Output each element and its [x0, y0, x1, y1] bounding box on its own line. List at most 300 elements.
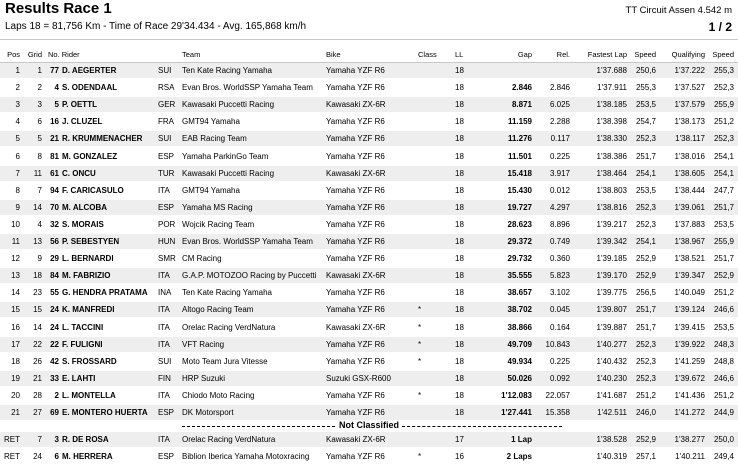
grid-cell: 15 [33, 305, 42, 314]
gap-cell: 38.657 [507, 288, 532, 297]
col-bike: Bike [326, 50, 341, 59]
qual-speed-cell: 248,8 [713, 357, 734, 366]
team-cell: HRP Suzuki [182, 374, 225, 383]
pos-cell: 3 [15, 100, 20, 109]
nation-cell: SUI [158, 134, 172, 143]
team-cell: EAB Racing Team [182, 134, 247, 143]
rider-cell: S. MORAIS [62, 220, 104, 229]
speed-cell: 252,3 [635, 340, 656, 349]
gap-cell: 38.866 [507, 323, 532, 332]
nation-cell: POR [158, 220, 176, 229]
gap-cell: 49.709 [507, 340, 532, 349]
team-cell: Orelac Racing VerdNatura [182, 323, 276, 332]
class-cell: * [418, 323, 422, 332]
number-cell: 77 [50, 66, 59, 75]
bike-cell: Kawasaki ZX-6R [326, 323, 386, 332]
laps-cell: 17 [455, 435, 464, 444]
grid-cell: 8 [37, 152, 42, 161]
rel-cell: 0.225 [549, 357, 570, 366]
bike-cell: Yamaha YZF R6 [326, 83, 385, 92]
qual-speed-cell: 252,9 [713, 271, 734, 280]
bike-cell: Yamaha YZF R6 [326, 117, 385, 126]
grid-cell: 5 [37, 134, 42, 143]
pos-cell: 13 [11, 271, 20, 280]
rel-cell: 8.896 [549, 220, 570, 229]
bike-cell: Kawasaki ZX-6R [326, 100, 386, 109]
fastest-lap-cell: 1'38.398 [596, 117, 627, 126]
number-cell: 32 [50, 220, 59, 229]
pos-cell: 5 [15, 134, 20, 143]
number-cell: 24 [50, 305, 59, 314]
laps-cell: 18 [455, 271, 464, 280]
team-cell: VFT Racing [182, 340, 225, 349]
nation-cell: FIN [158, 374, 171, 383]
pos-cell: 11 [11, 237, 20, 246]
grid-cell: 27 [33, 408, 42, 417]
speed-cell: 253,5 [635, 186, 656, 195]
number-cell: 2 [54, 391, 59, 400]
speed-cell: 251,2 [635, 391, 656, 400]
col-class: Class [418, 50, 437, 59]
bike-cell: Kawasaki ZX-6R [326, 271, 386, 280]
team-cell: CM Racing [182, 254, 222, 263]
fastest-lap-cell: 1'38.330 [596, 134, 627, 143]
gap-cell: 50.026 [507, 374, 532, 383]
gap-cell: 11.501 [507, 152, 532, 161]
fastest-lap-cell: 1'39.185 [596, 254, 627, 263]
rel-cell: 0.164 [549, 323, 570, 332]
table-row [0, 251, 738, 266]
rider-cell: J. CLUZEL [62, 117, 103, 126]
rel-cell: 0.225 [549, 152, 570, 161]
not-classified-divider [0, 420, 738, 432]
fastest-lap-cell: 1'40.277 [596, 340, 627, 349]
class-cell: * [418, 340, 422, 349]
qualifying-cell: 1'41.436 [674, 391, 705, 400]
rider-cell: S. FROSSARD [62, 357, 117, 366]
gap-cell: 19.727 [507, 203, 532, 212]
race-summary: Laps 18 = 81,756 Km - Time of Race 29'34.434 - Avg. 165,868 km/h [5, 21, 307, 32]
rider-cell: E. MONTERO HUERTA [62, 408, 148, 417]
bike-cell: Yamaha YZF R6 [326, 305, 385, 314]
rider-cell: K. MANFREDI [62, 305, 115, 314]
fastest-lap-cell: 1'39.807 [596, 305, 627, 314]
qualifying-cell: 1'39.061 [674, 203, 705, 212]
nation-cell: SUI [158, 66, 172, 75]
nc-dash-right [402, 426, 562, 427]
team-cell: Ten Kate Racing Yamaha [182, 288, 272, 297]
qual-speed-cell: 255,3 [713, 66, 734, 75]
number-cell: 61 [50, 169, 59, 178]
laps-cell: 18 [455, 254, 464, 263]
number-cell: 94 [50, 186, 59, 195]
rel-cell: 0.012 [549, 186, 570, 195]
qualifying-cell: 1'40.211 [675, 452, 705, 461]
rider-cell: F. CARICASULO [62, 186, 124, 195]
grid-cell: 7 [37, 435, 42, 444]
table-row [0, 149, 738, 164]
gap-cell: 11.159 [507, 117, 532, 126]
laps-cell: 16 [455, 452, 464, 461]
not-classified-label: Not Classified [338, 420, 399, 430]
speed-cell: 252,9 [635, 271, 656, 280]
qualifying-cell: 1'38.444 [674, 186, 705, 195]
pos-cell: 12 [11, 254, 20, 263]
rel-cell: 0.360 [549, 254, 570, 263]
table-row [0, 131, 738, 146]
nation-cell: SMR [158, 254, 176, 263]
table-row [0, 166, 738, 181]
qualifying-cell: 1'39.124 [674, 305, 705, 314]
laps-cell: 18 [455, 323, 464, 332]
class-cell: * [418, 305, 422, 314]
bike-cell: Yamaha YZF R6 [326, 152, 385, 161]
table-row [0, 183, 738, 198]
pos-cell: 6 [15, 152, 20, 161]
speed-cell: 257,1 [635, 452, 656, 461]
bike-cell: Kawasaki ZX-6R [326, 169, 386, 178]
header-top-divider [0, 39, 738, 40]
rider-cell: G. HENDRA PRATAMA [62, 288, 148, 297]
rider-cell: P. SEBESTYEN [62, 237, 120, 246]
qualifying-cell: 1'37.883 [674, 220, 705, 229]
team-cell: Biblion Iberica Yamaha Motoxracing [182, 452, 310, 461]
qual-speed-cell: 252,3 [713, 83, 734, 92]
nation-cell: ITA [158, 391, 170, 400]
col-gap: Gap [517, 50, 532, 59]
qual-speed-cell: 251,2 [713, 288, 734, 297]
grid-cell: 14 [33, 203, 42, 212]
bike-cell: Yamaha YZF R6 [326, 340, 385, 349]
table-row [0, 302, 738, 317]
pos-cell: 16 [11, 323, 20, 332]
qualifying-cell: 1'41.272 [674, 408, 705, 417]
gap-cell: 49.934 [507, 357, 532, 366]
nation-cell: SUI [158, 357, 172, 366]
table-row [0, 354, 738, 369]
team-cell: DK Motorsport [182, 408, 234, 417]
team-cell: GMT94 Yamaha [182, 117, 240, 126]
qual-speed-cell: 254,1 [713, 152, 734, 161]
rider-cell: D. AEGERTER [62, 66, 117, 75]
rel-cell: 2.288 [549, 117, 570, 126]
rel-cell: 0.045 [549, 305, 570, 314]
rel-cell: 22.057 [545, 391, 570, 400]
table-row [0, 63, 738, 78]
rider-cell: M. ALCOBA [62, 203, 108, 212]
nation-cell: ITA [158, 340, 170, 349]
table-row [0, 234, 738, 249]
speed-cell: 252,3 [635, 357, 656, 366]
pos-cell: 14 [11, 288, 20, 297]
qualifying-cell: 1'39.415 [674, 323, 705, 332]
table-row [0, 388, 738, 403]
rider-cell: L. BERNARDI [62, 254, 114, 263]
rel-cell: 2.846 [549, 83, 570, 92]
nation-cell: HUN [158, 237, 176, 246]
qual-speed-cell: 254,1 [713, 169, 734, 178]
qual-speed-cell: 250,0 [713, 435, 734, 444]
bike-cell: Yamaha YZF R6 [326, 237, 385, 246]
number-cell: 6 [54, 452, 59, 461]
col-rel: Rel. [556, 50, 570, 59]
qual-speed-cell: 251,2 [713, 391, 734, 400]
qualifying-cell: 1'41.259 [674, 357, 705, 366]
qualifying-cell: 1'38.967 [674, 237, 705, 246]
bike-cell: Yamaha YZF R6 [326, 357, 385, 366]
nation-cell: TUR [158, 169, 175, 178]
number-cell: 29 [50, 254, 59, 263]
rider-cell: S. ODENDAAL [62, 83, 118, 92]
gap-cell: 15.430 [507, 186, 532, 195]
pos-cell: 18 [11, 357, 20, 366]
speed-cell: 252,3 [635, 374, 656, 383]
bike-cell: Yamaha YZF R6 [326, 452, 385, 461]
rel-cell: 15.358 [545, 408, 570, 417]
laps-cell: 18 [455, 374, 464, 383]
qual-speed-cell: 246,6 [713, 374, 734, 383]
speed-cell: 251,7 [635, 152, 656, 161]
gap-cell: 29.372 [507, 237, 532, 246]
rider-cell: E. LAHTI [62, 374, 96, 383]
number-cell: 21 [50, 134, 59, 143]
pos-cell: 2 [15, 83, 20, 92]
number-cell: 42 [50, 357, 59, 366]
table-row [0, 432, 738, 447]
pos-cell: 19 [11, 374, 20, 383]
rider-cell: L. TACCINI [62, 323, 104, 332]
speed-cell: 252,9 [635, 254, 656, 263]
table-row [0, 268, 738, 283]
team-cell: Evan Bros. WorldSSP Yamaha Team [182, 83, 313, 92]
fastest-lap-cell: 1'37.911 [597, 83, 627, 92]
col-pos: Pos [7, 50, 20, 59]
col-qual-speed: Speed [712, 50, 734, 59]
laps-cell: 18 [455, 169, 464, 178]
grid-cell: 28 [33, 391, 42, 400]
pos-cell: 20 [11, 391, 20, 400]
col-speed: Speed [634, 50, 656, 59]
laps-cell: 18 [455, 237, 464, 246]
qualifying-cell: 1'39.672 [674, 374, 705, 383]
number-cell: 5 [54, 100, 59, 109]
nation-cell: ESP [158, 408, 175, 417]
table-row [0, 217, 738, 232]
pos-cell: 21 [11, 408, 20, 417]
fastest-lap-cell: 1'39.342 [596, 237, 627, 246]
fastest-lap-cell: 1'39.170 [596, 271, 627, 280]
rider-cell: M. HERRERA [62, 452, 113, 461]
gap-cell: 35.555 [507, 271, 532, 280]
fastest-lap-cell: 1'40.432 [596, 357, 627, 366]
qual-speed-cell: 247,7 [713, 186, 734, 195]
number-cell: 3 [54, 435, 59, 444]
laps-cell: 18 [455, 117, 464, 126]
grid-cell: 22 [33, 340, 42, 349]
number-cell: 33 [50, 374, 59, 383]
speed-cell: 251,7 [635, 305, 656, 314]
laps-cell: 18 [455, 152, 464, 161]
col-fastest-lap: Fastest Lap [587, 50, 627, 59]
qual-speed-cell: 248,3 [713, 340, 734, 349]
speed-cell: 255,3 [635, 83, 656, 92]
qualifying-cell: 1'39.922 [674, 340, 705, 349]
grid-cell: 13 [33, 237, 42, 246]
rider-cell: C. ONCU [62, 169, 96, 178]
pos-cell: 8 [15, 186, 20, 195]
team-cell: Kawasaki Puccetti Racing [182, 169, 275, 178]
speed-cell: 256,5 [635, 288, 656, 297]
circuit-name: TT Circuit Assen 4.542 m [625, 5, 732, 16]
number-cell: 4 [54, 83, 59, 92]
laps-cell: 18 [455, 288, 464, 297]
qual-speed-cell: 251,7 [713, 203, 734, 212]
number-cell: 24 [50, 323, 59, 332]
fastest-lap-cell: 1'38.816 [596, 203, 627, 212]
laps-cell: 18 [455, 134, 464, 143]
grid-cell: 21 [33, 374, 42, 383]
speed-cell: 252,9 [635, 435, 656, 444]
nation-cell: ITA [158, 323, 170, 332]
table-row [0, 200, 738, 215]
number-cell: 55 [50, 288, 59, 297]
rel-cell: 4.297 [549, 203, 570, 212]
qual-speed-cell: 253,5 [713, 220, 734, 229]
laps-cell: 18 [455, 100, 464, 109]
grid-cell: 6 [37, 117, 42, 126]
gap-cell: 11.276 [507, 134, 532, 143]
team-cell: G.A.P. MOTOZOO Racing by Puccetti [182, 271, 317, 280]
qual-speed-cell: 253,5 [713, 323, 734, 332]
team-cell: Evan Bros. WorldSSP Yamaha Team [182, 237, 313, 246]
nation-cell: ESP [158, 203, 175, 212]
qual-speed-cell: 255,9 [713, 100, 734, 109]
fastest-lap-cell: 1'39.887 [596, 323, 627, 332]
rel-cell: 0.092 [549, 374, 570, 383]
nation-cell: RSA [158, 83, 175, 92]
grid-cell: 11 [33, 169, 42, 178]
laps-cell: 18 [455, 408, 464, 417]
pos-cell: 10 [11, 220, 20, 229]
number-cell: 69 [50, 408, 59, 417]
team-cell: Moto Team Jura Vitesse [182, 357, 268, 366]
nation-cell: ITA [158, 186, 170, 195]
team-cell: Altogo Racing Team [182, 305, 254, 314]
fastest-lap-cell: 1'39.217 [596, 220, 627, 229]
gap-cell: 2.846 [511, 83, 532, 92]
team-cell: Chiodo Moto Racing [182, 391, 255, 400]
grid-cell: 18 [33, 271, 42, 280]
bike-cell: Kawasaki ZX-6R [326, 435, 386, 444]
nation-cell: ITA [158, 271, 170, 280]
nation-cell: ITA [158, 435, 170, 444]
rel-cell: 0.117 [550, 134, 570, 143]
nation-cell: INA [158, 288, 172, 297]
pos-cell: 15 [11, 305, 20, 314]
grid-cell: 26 [33, 357, 42, 366]
nation-cell: GER [158, 100, 176, 109]
fastest-lap-cell: 1'37.688 [596, 66, 627, 75]
bike-cell: Yamaha YZF R6 [326, 408, 385, 417]
bike-cell: Yamaha YZF R6 [326, 254, 385, 263]
gap-cell: 38.702 [507, 305, 532, 314]
speed-cell: 254,1 [635, 237, 656, 246]
qual-speed-cell: 255,9 [713, 237, 734, 246]
table-row [0, 285, 738, 300]
team-cell: Yamaha ParkinGo Team [182, 152, 269, 161]
qualifying-cell: 1'38.173 [674, 117, 705, 126]
fastest-lap-cell: 1'40.230 [596, 374, 627, 383]
fastest-lap-cell: 1'38.185 [596, 100, 627, 109]
gap-cell: 2 Laps [506, 452, 532, 461]
team-cell: Orelac Racing VerdNatura [182, 435, 276, 444]
qual-speed-cell: 251,7 [713, 254, 734, 263]
speed-cell: 250,6 [635, 66, 656, 75]
page-title: Results Race 1 [5, 0, 112, 17]
grid-cell: 9 [37, 254, 42, 263]
col-grid: Grid [27, 50, 42, 59]
fastest-lap-cell: 1'42.511 [597, 408, 627, 417]
nation-cell: ESP [158, 452, 175, 461]
table-row [0, 337, 738, 352]
number-cell: 70 [50, 203, 59, 212]
pos-cell: RET [4, 435, 20, 444]
qualifying-cell: 1'40.049 [674, 288, 705, 297]
laps-cell: 18 [455, 66, 464, 75]
speed-cell: 252,3 [635, 203, 656, 212]
laps-cell: 18 [455, 340, 464, 349]
rider-cell: R. DE ROSA [62, 435, 109, 444]
rel-cell: 10.843 [545, 340, 570, 349]
qualifying-cell: 1'38.016 [674, 152, 705, 161]
rel-cell: 5.823 [549, 271, 570, 280]
grid-cell: 24 [33, 452, 42, 461]
col-team: Team [182, 50, 201, 59]
fastest-lap-cell: 1'38.464 [596, 169, 627, 178]
qual-speed-cell: 244,9 [713, 408, 734, 417]
number-cell: 16 [50, 117, 59, 126]
bike-cell: Yamaha YZF R6 [326, 203, 385, 212]
qual-speed-cell: 251,2 [713, 117, 734, 126]
pos-cell: RET [4, 452, 20, 461]
bike-cell: Yamaha YZF R6 [326, 288, 385, 297]
pos-cell: 4 [15, 117, 20, 126]
bike-cell: Yamaha YZF R6 [326, 134, 385, 143]
speed-cell: 252,3 [635, 134, 656, 143]
gap-cell: 1'12.083 [501, 391, 532, 400]
rider-cell: P. OETTL [62, 100, 97, 109]
gap-cell: 28.623 [507, 220, 532, 229]
number-cell: 81 [50, 152, 59, 161]
bike-cell: Yamaha YZF R6 [326, 66, 385, 75]
number-cell: 84 [50, 271, 59, 280]
team-cell: Ten Kate Racing Yamaha [182, 66, 272, 75]
qualifying-cell: 1'37.222 [674, 66, 705, 75]
fastest-lap-cell: 1'38.528 [596, 435, 627, 444]
rel-cell: 0.749 [549, 237, 570, 246]
gap-cell: 1'27.441 [501, 408, 532, 417]
rider-cell: M. FABRIZIO [62, 271, 111, 280]
gap-cell: 8.871 [511, 100, 532, 109]
pos-cell: 9 [15, 203, 20, 212]
page-number: 1 / 2 [708, 20, 732, 34]
bike-cell: Suzuki GSX-R600 [326, 374, 391, 383]
gap-cell: 15.418 [507, 169, 532, 178]
qualifying-cell: 1'38.605 [674, 169, 705, 178]
qual-speed-cell: 249,4 [713, 452, 734, 461]
qualifying-cell: 1'37.527 [674, 83, 705, 92]
nation-cell: FRA [158, 117, 174, 126]
